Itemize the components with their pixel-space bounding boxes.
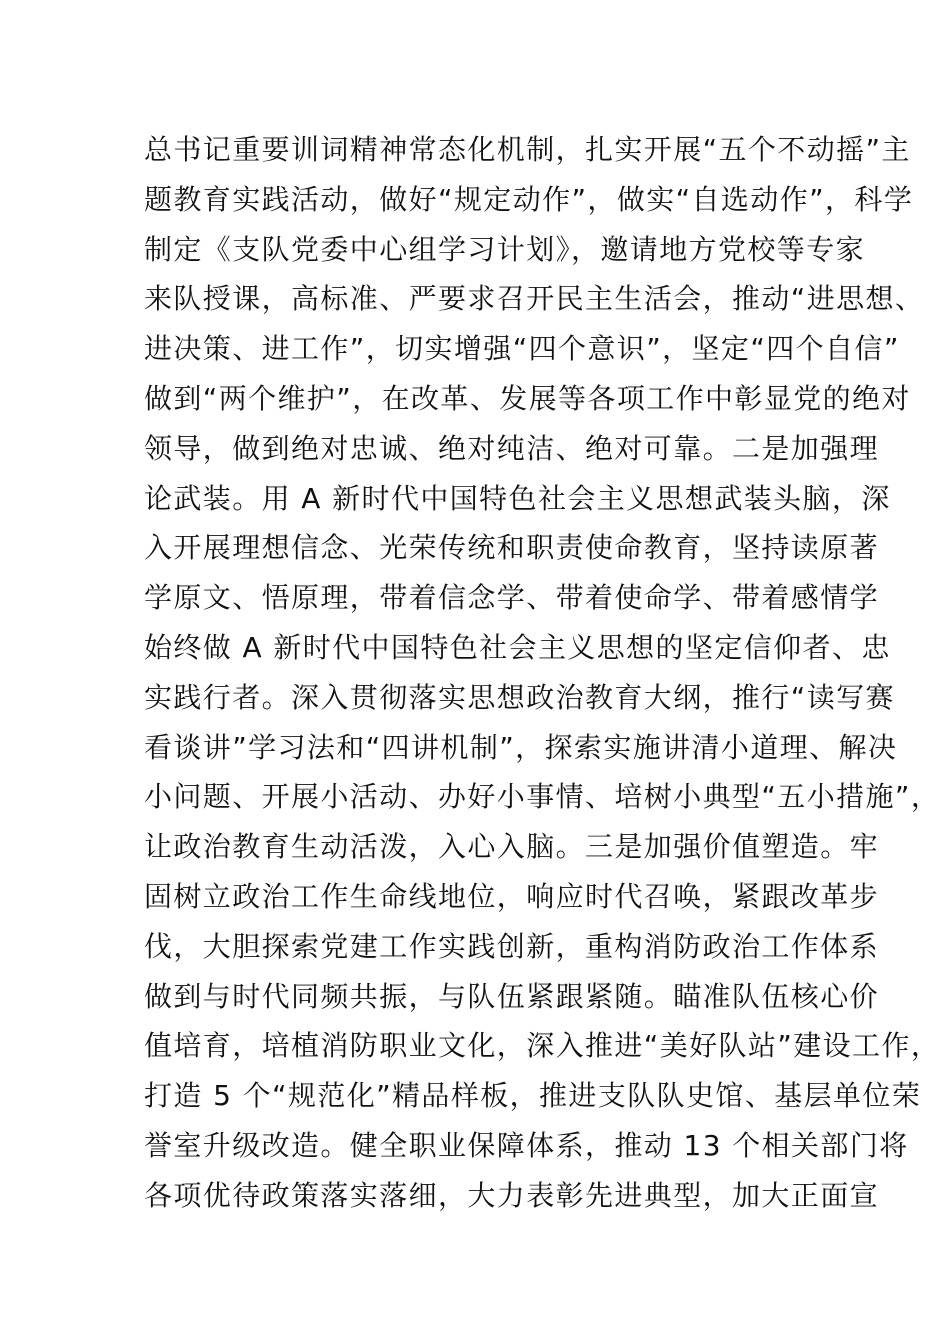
text-line: 进决策、进工作”，切实增强“四个意识”，坚定“四个自信” [144,332,900,366]
text-line: 实践行者。深入贯彻落实思想政治教育大纲，推行“读写赛 [144,680,895,714]
text-line: 做到与时代同频共振，与队伍紧跟紧随。瞄准队伍核心价 [144,979,880,1013]
text-line: 论武装。用 A 新时代中国特色社会主义思想武装头脑，深 [144,481,891,515]
text-line: 学原文、悟原理，带着信念学、带着使命学、带着感情学 [144,581,880,615]
text-line: 做到“两个维护”，在改革、发展等各项工作中彰显党的绝对 [144,381,911,415]
body-paragraph [144,125,941,1221]
text-line: 打造 5 个“规范化”精品样板，推进支队队史馆、基层单位荣 [144,1079,922,1113]
text-line: 让政治教育生动活泼，入心入脑。三是加强价值塑造。牢 [144,830,880,864]
text-line: 小问题、开展小活动、办好小事情、培树小典型“五小措施”， [144,780,941,814]
text-line: 誉室升级改造。健全职业保障体系，推动 13 个相关部门将 [144,1128,909,1162]
text-line: 入开展理想信念、光荣传统和职责使命教育，坚持读原著 [144,531,880,565]
text-line: 看谈讲”学习法和“四讲机制”，探索实施讲清小道理、解决 [144,730,898,764]
text-line: 制定《支队党委中心组学习计划》，邀请地方党校等专家 [144,232,866,266]
text-line: 总书记重要训词精神常态化机制，扎实开展“五个不动摇”主 [144,133,911,166]
text-line: 来队授课，高标准、严要求召开民主生活会，推动“进思想、 [144,282,925,316]
text-line: 伐，大胆探索党建工作实践创新，重构消防政治工作体系 [144,929,880,963]
text-line: 值培育，培植消防职业文化，深入推进“美好队站”建设工作， [144,1029,941,1063]
text-line: 固树立政治工作生命线地位，响应时代召唤，紧跟改革步 [144,879,880,913]
text-line: 领导，做到绝对忠诚、绝对纯洁、绝对可靠。二是加强理 [144,431,880,465]
text-line: 题教育实践活动，做好“规定动作”，做实“自选动作”，科学 [144,182,914,216]
text-line: 始终做 A 新时代中国特色社会主义思想的坚定信仰者、忠 [144,630,891,664]
text-line: 各项优待政策落实落细，大力表彰先进典型，加大正面宣 [144,1178,880,1212]
